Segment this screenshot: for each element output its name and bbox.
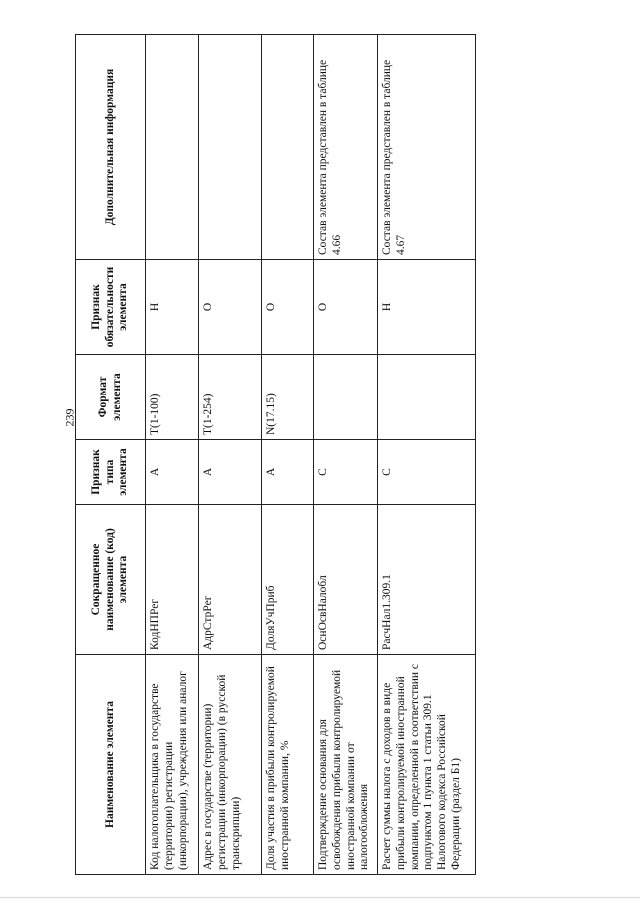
cell-info — [199, 35, 262, 260]
cell-name: Код налогоплательщика в государстве (территории) регистрации (инкорпорации), учреждения или аналог — [146, 655, 199, 875]
cell-type: А — [199, 440, 262, 505]
cell-type: С — [378, 440, 476, 505]
table-header-row — [76, 35, 146, 875]
cell-required: О — [314, 260, 378, 355]
header-code: Сокращенное наименование (код) элемента — [76, 505, 146, 655]
cell-name: Расчет суммы налога с доходов в виде прибыли контролируемой иностранной компании, определенной в соответствии с подпунктом 1 пункта 1 статьи 309.1 Налогового кодекса Российской Федерации (раздел Б1) — [378, 655, 476, 875]
cell-format: T(1-100) — [146, 355, 199, 440]
cell-required: Н — [378, 260, 476, 355]
cell-code: КодНПРег — [146, 505, 199, 655]
table-row — [199, 35, 262, 875]
table-row — [146, 35, 199, 875]
cell-info: Состав элемента представлен в таблице 4.66 — [314, 35, 378, 260]
cell-code: РасчНал1.309.1 — [378, 505, 476, 655]
header-type: Признак типа элемента — [76, 440, 146, 505]
cell-name: Подтверждение основания для освобождения прибыли контролируемой иностранной компании от налогообложения — [314, 655, 378, 875]
cell-code: АдрСтрРег — [199, 505, 262, 655]
cell-format — [314, 355, 378, 440]
cell-required: О — [262, 260, 314, 355]
elements-table — [75, 34, 476, 875]
cell-required: Н — [146, 260, 199, 355]
table-row — [314, 35, 378, 875]
header-format: Формат элемента — [76, 355, 146, 440]
cell-format: N(17.15) — [262, 355, 314, 440]
cell-code: ДоляУчПриб — [262, 505, 314, 655]
cell-code: ОснОсвНалобл — [314, 505, 378, 655]
cell-type: А — [262, 440, 314, 505]
cell-type: С — [314, 440, 378, 505]
rotated-table-frame — [75, 35, 475, 875]
cell-name: Адрес в государстве (территории) регистрации (инкорпорации) (в русской транскрипции) — [199, 655, 262, 875]
table-row — [378, 35, 476, 875]
page-number: 239 — [62, 408, 77, 427]
scan-edge-line — [0, 897, 640, 898]
cell-name: Доля участия в прибыли контролируемой иностранной компании, % — [262, 655, 314, 875]
cell-info: Состав элемента представлен в таблице 4.67 — [378, 35, 476, 260]
header-info: Дополнительная информация — [76, 35, 146, 260]
cell-info — [146, 35, 199, 260]
cell-required: О — [199, 260, 262, 355]
header-name: Наименование элемента — [76, 655, 146, 875]
cell-type: А — [146, 440, 199, 505]
cell-format — [378, 355, 476, 440]
cell-format: T(1-254) — [199, 355, 262, 440]
header-required: Признак обязательности элемента — [76, 260, 146, 355]
cell-info — [262, 35, 314, 260]
table-row — [262, 35, 314, 875]
